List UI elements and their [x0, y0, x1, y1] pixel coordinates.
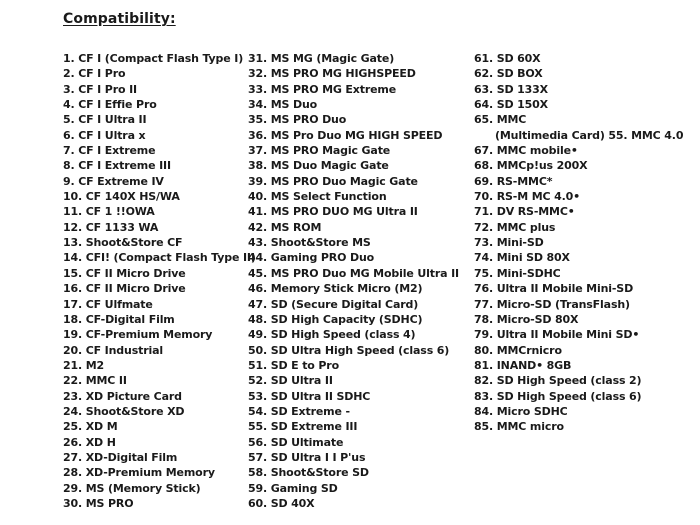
list-item: 78. Micro-SD 80X — [474, 312, 579, 326]
list-item: 55. SD Extreme III — [248, 420, 358, 434]
list-item: 15. CF II Micro Drive — [63, 266, 186, 280]
list-item: 10. CF 140X HS/WA — [63, 190, 180, 204]
list-item: 85. MMC micro — [474, 420, 564, 434]
list-item: 77. Micro-SD (TransFlash) — [474, 297, 630, 311]
list-item: 13. Shoot&Store CF — [63, 236, 183, 250]
list-item: 7. CF I Extreme — [63, 144, 156, 158]
list-item: 41. MS PRO DUO MG Ultra II — [248, 205, 418, 219]
list-item: 58. Shoot&Store SD — [248, 466, 369, 480]
list-item: 53. SD Ultra II SDHC — [248, 389, 371, 403]
list-item: 35. MS PRO Duo — [248, 113, 347, 127]
list-item: 17. CF Ulfmate — [63, 297, 153, 311]
list-item: 36. MS Pro Duo MG HIGH SPEED — [248, 128, 443, 142]
list-item: 18. CF-Digital Film — [63, 312, 175, 326]
list-item: 84. Micro SDHC — [474, 404, 568, 418]
list-item: 28. XD-Premium Memory — [63, 466, 215, 480]
list-item: 44. Gaming PRO Duo — [248, 251, 375, 265]
list-item: 65. MMC — [474, 113, 527, 127]
list-item: 21. M2 — [63, 358, 105, 372]
list-item: 80. MMCrnicro — [474, 343, 562, 357]
list-item: 37. MS PRO Magic Gate — [248, 144, 391, 158]
list-item: 16. CF II Micro Drive — [63, 282, 186, 296]
list-item: 1. CF I (Compact Flash Type I) — [63, 52, 244, 65]
list-item: 33. MS PRO MG Extreme — [248, 82, 397, 96]
list-item: 63. SD 133X — [474, 82, 548, 96]
list-item: 75. Mini-SDHC — [474, 266, 561, 280]
list-item: 74. Mini SD 80X — [474, 251, 570, 265]
list-item: 50. SD Ultra High Speed (class 6) — [248, 343, 450, 357]
list-item: 2. CF I Pro — [63, 67, 126, 81]
list-item: 3. CF I Pro II — [63, 82, 137, 96]
compatibility-list-column-1 — [63, 51, 256, 511]
list-item: 38. MS Duo Magic Gate — [248, 159, 389, 173]
list-item: 22. MMC II — [63, 374, 127, 388]
list-item: 5. CF I Ultra II — [63, 113, 147, 127]
list-item: 25. XD M — [63, 420, 118, 434]
list-item: 34. MS Duo — [248, 98, 318, 112]
list-item: 23. XD Picture Card — [63, 389, 182, 403]
list-item: 27. XD-Digital Film — [63, 450, 178, 464]
page-title: Compatibility: — [63, 11, 176, 27]
list-item: 70. RS-M MC 4.0• — [474, 190, 581, 204]
list-item: 68. MMCp!us 200X — [474, 159, 588, 173]
list-item: 59. Gaming SD — [248, 481, 338, 495]
list-item: 82. SD High Speed (class 2) — [474, 374, 642, 388]
list-item: 8. CF I Extreme III — [63, 159, 171, 173]
list-item: 42. MS ROM — [248, 220, 322, 234]
list-item: 48. SD High Capacity (SDHC) — [248, 312, 423, 326]
compatibility-list-column-2 — [248, 51, 459, 511]
list-item: 64. SD 150X — [474, 98, 548, 112]
list-item: 24. Shoot&Store XD — [63, 404, 185, 418]
list-item: 6. CF I Ultra x — [63, 128, 146, 142]
list-item: 61. SD 60X — [474, 52, 541, 65]
list-item: 20. CF Industrial — [63, 343, 164, 357]
list-item: 72. MMC plus — [474, 220, 556, 234]
list-item: 60. SD 40X — [248, 496, 315, 510]
list-item: 40. MS Select Function — [248, 190, 387, 204]
list-item: 32. MS PRO MG HIGHSPEED — [248, 67, 416, 81]
list-item: 81. INAND• 8GB — [474, 358, 572, 372]
list-item: 51. SD E to Pro — [248, 358, 339, 372]
list-item: 73. Mini-SD — [474, 236, 544, 250]
list-item: 12. CF 1133 WA — [63, 220, 159, 234]
list-item: 14. CFI! (Compact Flash Type II) — [63, 251, 256, 265]
list-item: 76. Ultra II Mobile Mini-SD — [474, 282, 634, 296]
list-item: (Multimedia Card) 55. MMC 4.0 — [495, 128, 684, 142]
list-item: 71. DV RS-MMC• — [474, 205, 575, 219]
list-item: 79. Ultra II Mobile Mini SD• — [474, 328, 640, 342]
list-item: 19. CF-Premium Memory — [63, 328, 213, 342]
list-item: 45. MS PRO Duo MG Mobile Ultra II — [248, 266, 459, 280]
compatibility-list-column-3 — [474, 51, 683, 435]
list-item: 57. SD Ultra I I P'us — [248, 450, 366, 464]
list-item: 46. Memory Stick Micro (M2) — [248, 282, 423, 296]
list-item: 30. MS PRO — [63, 496, 134, 510]
list-item: 29. MS (Memory Stick) — [63, 481, 201, 495]
list-item: 9. CF Extreme IV — [63, 174, 164, 188]
list-item: 69. RS-MMC* — [474, 174, 553, 188]
list-item: 49. SD High Speed (class 4) — [248, 328, 416, 342]
list-item: 83. SD High Speed (class 6) — [474, 389, 642, 403]
list-item: 39. MS PRO Duo Magic Gate — [248, 174, 418, 188]
list-item: 47. SD (Secure Digital Card) — [248, 297, 419, 311]
list-item: 56. SD Ultimate — [248, 435, 344, 449]
list-item: 26. XD H — [63, 435, 116, 449]
list-item: 31. MS MG (Magic Gate) — [248, 52, 395, 65]
list-item: 43. Shoot&Store MS — [248, 236, 371, 250]
list-item: 4. CF I Effie Pro — [63, 98, 157, 112]
list-item: 11. CF 1 !!OWA — [63, 205, 155, 219]
list-item: 62. SD BOX — [474, 67, 543, 81]
list-item: 67. MMC mobile• — [474, 144, 578, 158]
list-item: 52. SD Ultra II — [248, 374, 333, 388]
list-item: 54. SD Extreme - — [248, 404, 350, 418]
